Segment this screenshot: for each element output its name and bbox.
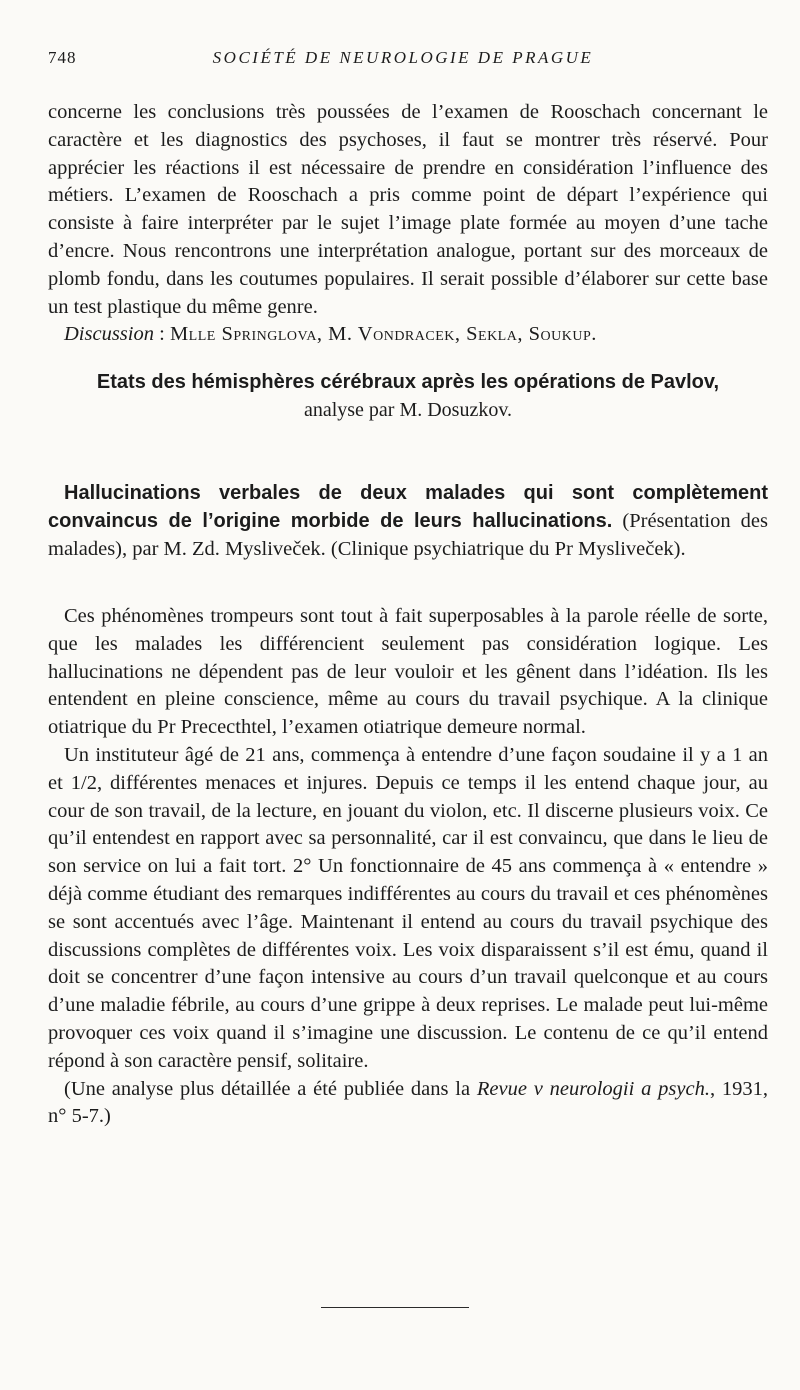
intro-paragraph: concerne les conclusions très poussées de l’examen de Rooschach concernant le caractère et les diagnostics des psychoses, il faut se montrer très réservé. Pour apprécier les réactions il est nécessaire de prendre en considération l’influence des métiers. L’examen de Rooschach a pris comme point de départ l’expérience qui consiste à faire interpréter par le sujet l’image plate formée au moyen d’une tache d’encre. Nous rencontrons une interprétation analogue, portant sur des morceaux de plomb fondu, dans les coutumes populaires. Il serait possible d’élaborer sur cette base un test plastique du même genre.: [48, 101, 768, 318]
discussion-label: Discussion: [64, 323, 154, 346]
section-hallucinations-body: [48, 603, 768, 1131]
journal-reference: Revue v neurologii a psych.: [476, 1077, 710, 1100]
page-number: 748: [48, 48, 77, 67]
discussion-line: [48, 321, 768, 349]
end-rule: [321, 1307, 469, 1308]
section-hallucinations-heading: [48, 480, 768, 563]
discussion-names: Mlle Springlova, M. Vondracek, Sekla, Soukup.: [169, 323, 597, 346]
section-title-hallucinations: Hallucinations verbales de deux malades qui sont complètement convaincus de l’origine morbide de leurs hallucinations.: [48, 482, 768, 532]
note-open: (Une analyse plus détaillée a été publiée dans la: [64, 1077, 477, 1100]
body-paragraph: Ces phénomènes trompeurs sont tout à fait superposables à la parole réelle de sorte, que les malades les différencient seulement pas considération logique. Les hallucinations ne dépendent pas de leur vouloir et les gênent dans l’idéation. Ils les entendent en pleine conscience, même au cours du travail psychique. A la clinique otiatrique du Pr Prececthtel, l’examen otiatrique demeure normal.: [48, 605, 768, 739]
section-pavlov: [48, 368, 768, 424]
section-subtitle-pavlov: analyse par M. Dosuzkov.: [303, 399, 513, 421]
presentation-credit: (Présentation des malades), par M. Zd. Mysliveček. (Clinique psychiatrique du Pr Mysliveček).: [48, 509, 768, 560]
note-close: , 1931, n° 5-7.): [48, 1077, 768, 1128]
journal-title: SOCIÉTÉ DE NEUROLOGIE DE PRAGUE: [212, 48, 594, 67]
intro-block: [48, 99, 768, 349]
section-title-pavlov: Etats des hémisphères cérébraux après les opérations de Pavlov,: [96, 371, 720, 393]
body-paragraph: Un instituteur âgé de 21 ans, commença à entendre d’une façon soudaine il y a 1 an et 1/2, différentes menaces et injures. Depuis ce temps il les entend chaque jour, au cour de son travail, de la lecture, en jouant du violon, etc. Il discerne plusieurs voix. Ce qu’il entendest en rapport avec sa personnalité, car il est convaincu, que dans le lieu de son service on lui a fait tort. 2° Un fonctionnaire de 45 ans commença à « entendre » déjà comme étudiant des remarques indifférentes au cours du travail et ces phénomènes se sont accentués avec l’âge. Maintenant il entend au cours du travail psychique des discussions complètes de différentes voix. Les voix disparaissent s’il est ému, quand il doit se concentrer d’une façon intensive au cours d’un travail quelconque et au cours d’une maladie fébrile, au cours d’une grippe à deux reprises. Le malade peut lui-même provoquer ces voix quand il s’imagine une discussion. Le contenu de ce qu’il entend répond à son caractère pensif, solitaire.: [48, 743, 768, 1072]
discussion-separator: :: [153, 323, 170, 346]
publication-note: [48, 1076, 768, 1132]
